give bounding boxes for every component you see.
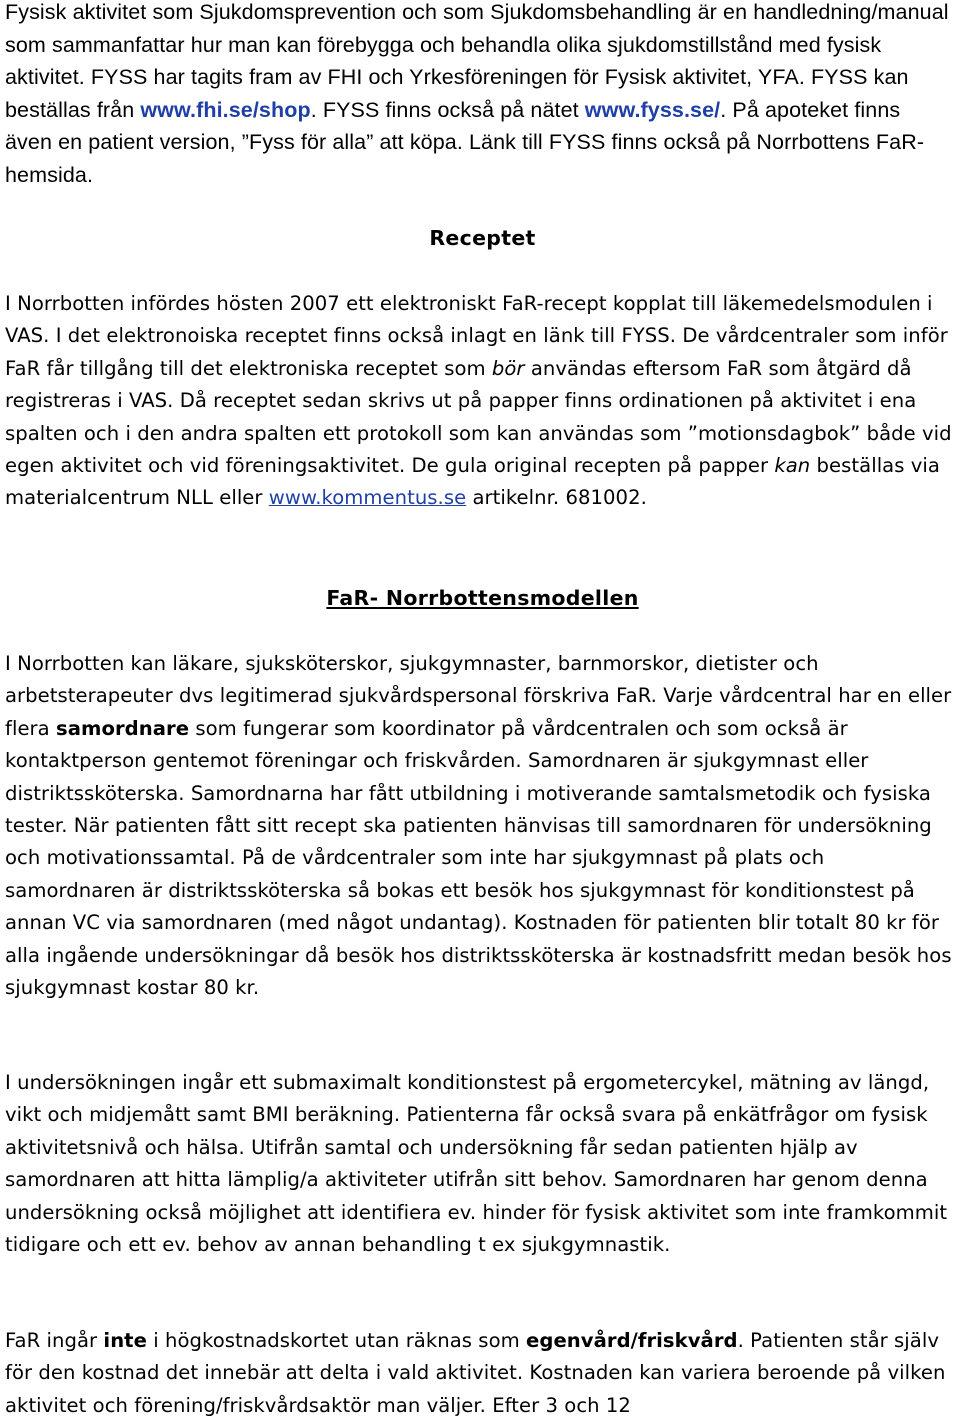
modell-p3-text-c: . Patienten står själv för den kostnad det innebär att delta i vald aktivitet. Kostnaden kan variera beroende på vilken aktivitet och förening/friskvårdsaktör man väljer. Efter 3 och 12 [5,1329,946,1417]
modell-p3-text-b: i högkostnadskortet utan räknas som [146,1329,527,1352]
receptet-text-2: användas eftersom FaR som åtgärd då registreras i VAS. Då receptet sedan skrivs ut på papper finns ordinationen på aktivitet i ena spalten och i den andra spalten ett protokoll som kan användas som ”motionsdagbok” både vid egen aktivitet och vid föreningsaktivitet. De gula original recepten på papper [5,356,952,478]
modell-paragraph-2: I undersökningen ingår ett submaximalt konditionstest på ergometercykel, mätning av längd, vikt och midjemått samt BMI beräkning. Patienterna får också svara på enkätfrågor om fysisk aktivitetsnivå och hälsa. Utifrån samtal och undersökning får sedan patienten hjälp av samordnaren att hitta lämplig/a aktiviteter utifrån sitt behov. Samordnaren har genom denna undersökning också möjlighet att identifiera ev. hinder för fysisk aktivitet som inte framkommit tidigare och ett ev. behov av annan behandling t ex sjukgymnastik. [5,1071,948,1257]
modell-heading-text: FaR- Norrbottensmodellen [326,586,639,610]
egenvard-bold: egenvård/friskvård [526,1329,738,1352]
intro-text-1: Fysisk aktivitet som Sjukdomsprevention och som Sjukdomsbehandling är en handledning/manual som sammanfattar hur man kan förebygga och behandla olika sjukdomstillstånd med fysisk aktivitet. FYSS har tagits fram av FHI och Yrkesföreningen för Fysisk aktivitet, YFA. FYSS kan beställas från [5,0,949,122]
modell-p1-text-a: I Norrbotten kan läkare, sjuksköterskor, sjukgymnaster, barnmorskor, dietister och arbetsterapeuter dvs legitimerad sjukvårdspersonal förskriva FaR. Varje vårdcentral har en eller flera [5,652,952,740]
intro-text-2: . FYSS finns också på nätet [310,97,585,122]
modell-paragraph-3 [5,1325,955,1422]
intro-paragraph [5,0,951,192]
modell-heading [5,586,960,610]
receptet-text-3: beställas via materialcentrum NLL eller [5,454,940,510]
receptet-text-4: artikelnr. 681002. [466,486,647,510]
inte-bold: inte [103,1329,147,1352]
samordnare-bold: samordnare [56,716,190,740]
receptet-emphasis-kan: kan [774,454,811,478]
modell-p3-text-a: FaR ingår [5,1329,104,1352]
receptet-paragraph [5,288,955,515]
modell-paragraph-1 [5,648,955,1004]
fyss-link[interactable]: www.fyss.se/ [584,97,721,122]
fhi-shop-link[interactable]: www.fhi.se/shop [140,97,311,122]
receptet-heading: Receptet [429,226,536,250]
intro-text-3: . På apoteket finns även en patient version, ”Fyss för alla” att köpa. Länk till FYSS finns också på Norrbottens FaR- hemsida. [5,97,925,187]
modell-p1-text-b: som fungerar som koordinator på vårdcentralen och som också är kontaktperson gentemot föreningar och friskvården. Samordnaren är sjukgymnast eller distriktssköterska. Samordnarna har fått utbildning i motiverande samtalsmetodik och fysiska tester. När patienten fått sitt recept ska patienten hänvisas till samordnaren för undersökning och motivationssamtal. På de vårdcentraler som inte har sjukgymnast på plats och samordnaren är distriktssköterska så bokas ett besök hos sjukgymnast för konditionstest på annan VC via samordnaren (med något undantag). Kostnaden för patienten blir totalt 80 kr för alla ingående undersökningar då besök hos distriktssköterska är kostnadsfritt medan besök hos sjukgymnast kostar 80 kr. [5,716,952,1000]
receptet-text-1: I Norrbotten infördes hösten 2007 ett elektroniskt FaR-recept kopplat till läkemedelsmodulen i VAS. I det elektronoiska receptet finns också inlagt en länk till FYSS. De vårdcentraler som inför FaR får tillgång till det elektroniska receptet som [5,292,948,380]
receptet-emphasis-bor: bör [491,356,525,380]
kommentus-link[interactable]: www.kommentus.se [268,486,467,510]
